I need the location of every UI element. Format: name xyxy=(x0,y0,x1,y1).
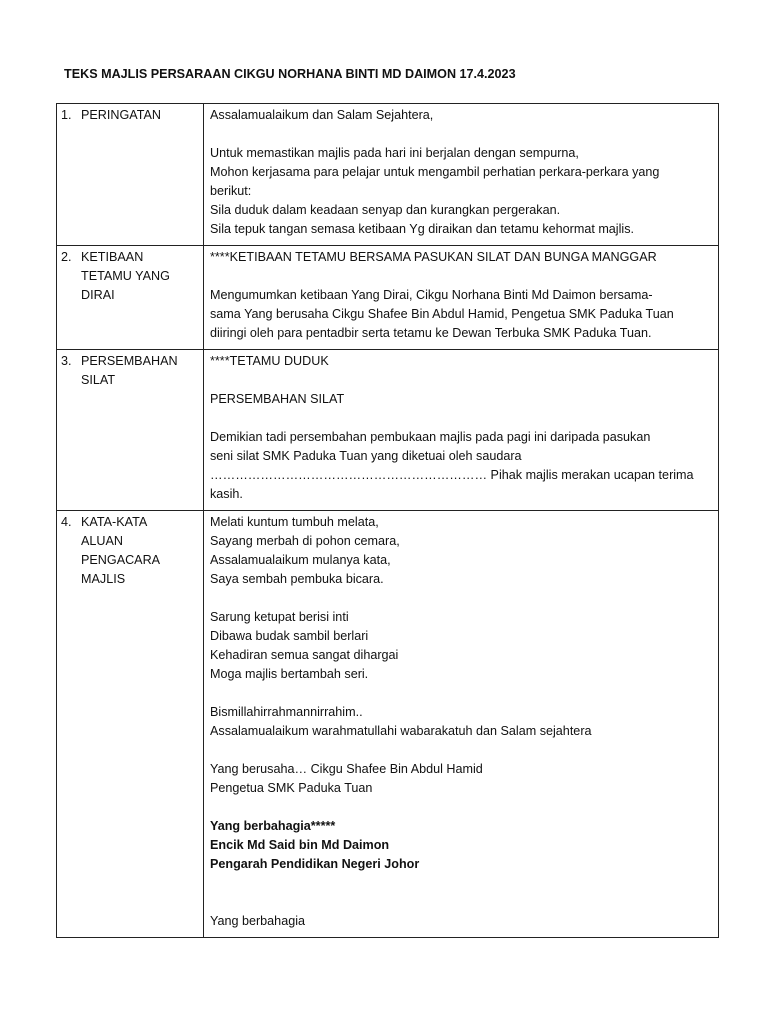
content-line: Dibawa budak sambil berlari xyxy=(210,629,369,643)
content-line xyxy=(210,371,712,390)
content-line: Assalamualaikum mulanya kata, xyxy=(210,553,391,567)
row-content-cell xyxy=(204,350,719,511)
content-line: Melati kuntum tumbuh melata, xyxy=(210,515,379,529)
row-content-cell xyxy=(204,511,719,938)
content-line: Moga majlis bertambah seri. xyxy=(210,667,369,681)
content-line: ****KETIBAAN TETAMU BERSAMA PASUKAN SILAT DAN BUNGA MANGGAR xyxy=(210,250,657,264)
content-line-bold: Pengarah Pendidikan Negeri Johor xyxy=(210,857,420,871)
row-number: 2. xyxy=(61,250,72,264)
row-number: 3. xyxy=(61,354,72,368)
content-line: Mengumumkan ketibaan Yang Dirai, Cikgu Norhana Binti Md Daimon bersama- xyxy=(210,288,653,302)
content-line: diiringi oleh para pentadbir serta tetamu ke Dewan Terbuka SMK Paduka Tuan. xyxy=(210,326,652,340)
table-row xyxy=(57,104,719,246)
content-line: seni silat SMK Paduka Tuan yang diketuai oleh saudara xyxy=(210,449,522,463)
content-line: Untuk memastikan majlis pada hari ini berjalan dengan sempurna, xyxy=(210,146,579,160)
spacer xyxy=(210,874,712,912)
table-row xyxy=(57,511,719,938)
content-line xyxy=(210,267,712,286)
content-line: Bismillahirrahmannirrahim.. xyxy=(210,705,363,719)
row-label-cell xyxy=(57,350,204,511)
content-line: Sarung ketupat berisi inti xyxy=(210,610,349,624)
row-number: 1. xyxy=(61,108,72,122)
content-line: sama Yang berusaha Cikgu Shafee Bin Abdul Hamid, Pengetua SMK Paduka Tuan xyxy=(210,307,674,321)
row-label-cell xyxy=(57,246,204,350)
table-row xyxy=(57,350,719,511)
row-label-cell xyxy=(57,511,204,938)
content-line: kasih. xyxy=(210,487,243,501)
content-line: Pengetua SMK Paduka Tuan xyxy=(210,781,373,795)
content-line: Sila tepuk tangan semasa ketibaan Yg diraikan dan tetamu kehormat majlis. xyxy=(210,222,634,236)
content-line-bold: Yang berbahagia***** xyxy=(210,819,336,833)
agenda-table xyxy=(56,103,719,938)
content-line: ****TETAMU DUDUK xyxy=(210,354,329,368)
document-title: TEKS MAJLIS PERSARAAN CIKGU NORHANA BINTI MD DAIMON 17.4.2023 xyxy=(64,67,516,81)
content-line: PERSEMBAHAN SILAT xyxy=(210,392,345,406)
row-label-cell xyxy=(57,104,204,246)
content-line xyxy=(210,684,712,703)
content-line: ………………………………………………………… Pihak majlis merakan ucapan terima xyxy=(210,468,694,482)
content-line: Yang berbahagia xyxy=(210,914,305,928)
row-label: PERSEMBAHAN SILAT xyxy=(81,354,178,387)
content-line xyxy=(210,589,712,608)
content-line: berikut: xyxy=(210,184,252,198)
content-line: Assalamualaikum dan Salam Sejahtera, xyxy=(210,108,434,122)
row-label: PERINGATAN xyxy=(81,108,162,122)
row-content-cell xyxy=(204,104,719,246)
row-label: KETIBAAN TETAMU YANG DIRAI xyxy=(81,250,170,302)
content-line xyxy=(210,798,712,817)
row-number: 4. xyxy=(61,515,72,529)
content-line: Kehadiran semua sangat dihargai xyxy=(210,648,399,662)
row-label: KATA-KATA ALUAN PENGACARA MAJLIS xyxy=(81,515,161,586)
content-line xyxy=(210,409,712,428)
content-line: Sayang merbah di pohon cemara, xyxy=(210,534,400,548)
content-line: Sila duduk dalam keadaan senyap dan kurangkan pergerakan. xyxy=(210,203,561,217)
content-line: Yang berusaha… Cikgu Shafee Bin Abdul Hamid xyxy=(210,762,483,776)
content-line-bold: Encik Md Said bin Md Daimon xyxy=(210,838,390,852)
content-line xyxy=(210,125,712,144)
row-content-cell xyxy=(204,246,719,350)
content-line: Saya sembah pembuka bicara. xyxy=(210,572,384,586)
content-line: Mohon kerjasama para pelajar untuk mengambil perhatian perkara-perkara yang xyxy=(210,165,660,179)
table-row xyxy=(57,246,719,350)
content-line xyxy=(210,741,712,760)
content-line: Demikian tadi persembahan pembukaan majlis pada pagi ini daripada pasukan xyxy=(210,430,651,444)
content-line: Assalamualaikum warahmatullahi wabarakatuh dan Salam sejahtera xyxy=(210,724,592,738)
